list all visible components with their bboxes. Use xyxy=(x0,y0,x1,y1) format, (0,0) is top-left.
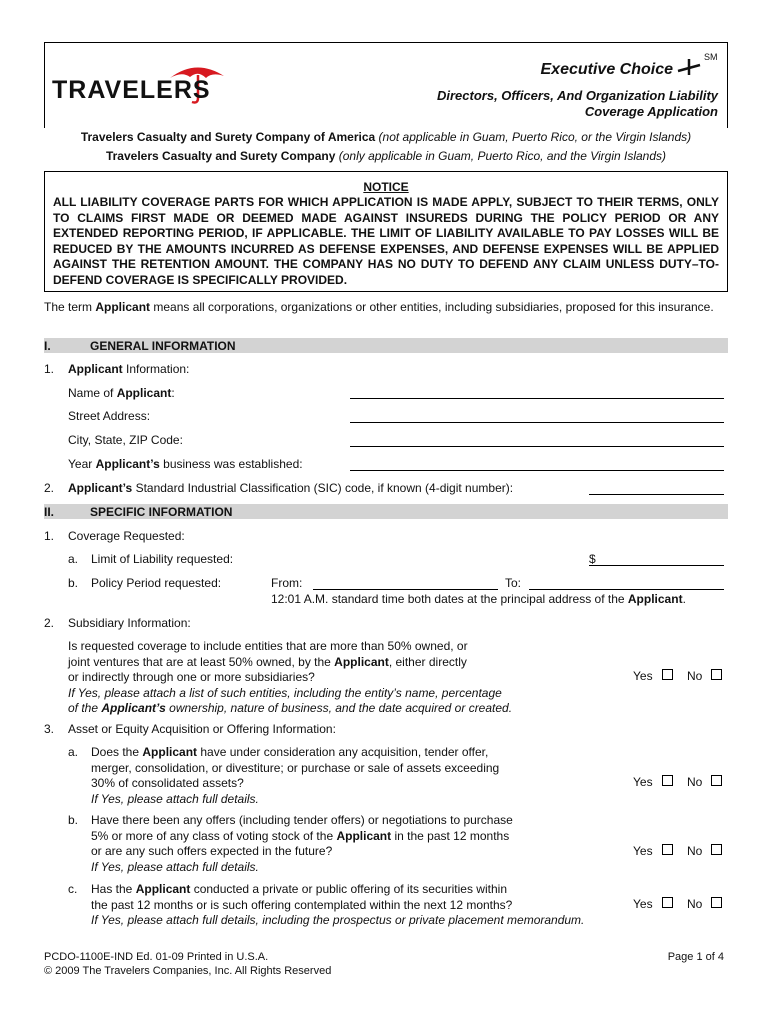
period-from-field[interactable] xyxy=(313,589,498,590)
item-letter: b. xyxy=(68,576,79,590)
copyright: © 2009 The Travelers Companies, Inc. All Rights Reserved xyxy=(44,965,332,977)
question-line xyxy=(91,745,611,761)
notice-title: NOTICE xyxy=(363,180,409,194)
label-text: conducted a private or public offering of its securities within xyxy=(190,882,507,896)
label-text: Standard Industrial Classification (SIC) code, if known (4-digit number): xyxy=(132,481,514,495)
item-letter: b. xyxy=(68,813,79,827)
year-label xyxy=(68,457,303,471)
question-number: 2. xyxy=(44,481,55,495)
question-line: or are any such offers expected in the future? xyxy=(91,844,333,858)
question-line xyxy=(91,882,631,898)
page-number: Page 1 of 4 xyxy=(667,951,724,963)
section-title: SPECIFIC INFORMATION xyxy=(90,505,233,519)
label-text: ownership, nature of business, and the date acquired or created. xyxy=(165,701,513,715)
form-id: PCDO-1100E-IND Ed. 01-09 Printed in U.S.A. xyxy=(44,951,269,963)
intro-text: The term xyxy=(44,300,96,314)
yes-label: Yes xyxy=(633,669,653,683)
intro-text: means all corporations, organizations or other entities, including subsidiaries, proposed for this insurance. xyxy=(150,300,714,314)
label-text: in the past 12 months xyxy=(391,828,510,843)
item-letter: a. xyxy=(68,745,79,759)
offers-yes-checkbox[interactable] xyxy=(662,844,673,855)
label-text: Name of xyxy=(68,386,117,400)
currency-symbol: $ xyxy=(589,552,596,566)
no-label: No xyxy=(687,897,703,911)
question-number: 1. xyxy=(44,362,55,376)
instruction-line xyxy=(68,701,588,717)
question-line xyxy=(91,829,611,845)
label-text: Information: xyxy=(122,362,190,376)
subsidiary-no-checkbox[interactable] xyxy=(711,669,722,680)
to-label: To: xyxy=(505,576,522,590)
bold-term: Applicant xyxy=(68,362,123,376)
section-title: GENERAL INFORMATION xyxy=(90,339,236,353)
item-letter: a. xyxy=(68,552,79,566)
sic-code-field[interactable] xyxy=(589,494,724,495)
instruction-line: If Yes, please attach full details, including the prospectus or private placement memorandum. xyxy=(91,913,585,927)
question-number: 1. xyxy=(44,529,55,543)
company-name: Travelers Casualty and Surety Company of America xyxy=(80,130,376,144)
offering-no-checkbox[interactable] xyxy=(711,897,722,908)
label-text: joint ventures that are at least 50% owned, by the xyxy=(68,654,335,669)
product-title: Executive Choice xyxy=(540,61,673,78)
bold-term: Applicant xyxy=(336,828,392,843)
offers-question xyxy=(91,813,611,875)
yes-label: Yes xyxy=(633,844,653,858)
subsidiary-question xyxy=(68,639,588,717)
bold-term: Applicant’s xyxy=(68,481,133,495)
company-note: (not applicable in Guam, Puerto Rico, or the Virgin Islands) xyxy=(378,130,692,144)
question-number: 3. xyxy=(44,722,55,736)
label-text: . xyxy=(682,592,686,606)
no-label: No xyxy=(687,669,703,683)
subtitle-line2: Coverage Application xyxy=(584,104,718,119)
street-label: Street Address: xyxy=(68,409,151,423)
offering-yes-checkbox[interactable] xyxy=(662,897,673,908)
sic-label xyxy=(68,481,513,495)
name-label xyxy=(68,386,175,400)
subsidiary-label: Subsidiary Information: xyxy=(68,616,191,630)
limit-of-liability-field[interactable] xyxy=(589,565,724,566)
limit-label: Limit of Liability requested: xyxy=(91,552,234,566)
section-number: I. xyxy=(44,339,51,353)
acquisition-yes-checkbox[interactable] xyxy=(662,775,673,786)
label-text: have under consideration any acquisition, tender offer, xyxy=(197,745,489,759)
label-text: Does the xyxy=(91,745,143,759)
instruction-line: If Yes, please attach full details. xyxy=(91,859,259,874)
applicant-definition xyxy=(44,299,728,315)
notice-text: ALL LIABILITY COVERAGE PARTS FOR WHICH APPLICATION IS MADE APPLY, SUBJECT TO THEIR TERMS, ONLY TO CLAIMS FIRST MADE OR DEEMED MADE AGAINST INSUREDS DURING THE POLICY PERIOD OR ANY EXTENDED REPORTING PERIOD, IF APPLICABLE. THE LIMIT OF LIABILITY AVAILABLE TO PAY LOSSES WILL BE REDUCED BY THE AMOUNTS INCURRED AS DEFENSE EXPENSES, AND DEFENSE EXPENSES WILL BE APPLIED AGAINST THE RETENTION AMOUNT. THE COMPANY HAS NO DUTY TO DEFEND ANY CLAIM UNLESS DUTY–TO-DEFEND COVERAGE IS SPECIFICALLY PROVIDED. xyxy=(53,195,719,287)
question-line: the past 12 months or is such offering contemplated within the next 12 months? xyxy=(91,897,513,912)
city-state-zip-field[interactable] xyxy=(350,446,724,447)
bold-term: Applicant xyxy=(116,386,172,400)
question-line: 30% of consolidated assets? xyxy=(91,776,244,790)
question-number: 2. xyxy=(44,616,55,630)
bold-term: Applicant xyxy=(142,745,198,759)
label-text: Has the xyxy=(91,882,136,896)
bold-term: Applicant xyxy=(334,654,389,669)
coverage-requested-label: Coverage Requested: xyxy=(68,529,185,543)
service-mark: SM xyxy=(704,52,718,62)
policy-period-label: Policy Period requested: xyxy=(91,576,222,590)
company-line-2 xyxy=(44,149,728,163)
securities-offering-question xyxy=(91,882,631,929)
no-label: No xyxy=(687,775,703,789)
travelers-logo: TRAVELERS xyxy=(52,76,211,104)
street-field[interactable] xyxy=(350,422,724,423)
period-to-field[interactable] xyxy=(529,589,724,590)
city-label: City, State, ZIP Code: xyxy=(68,433,183,447)
question-line: or indirectly through one or more subsidiaries? xyxy=(68,670,315,684)
question-line: merger, consolidation, or divestiture; or purchase or sale of assets exceeding xyxy=(91,760,500,775)
subtitle-line1: Directors, Officers, And Organization Liability xyxy=(437,88,718,103)
period-note xyxy=(271,592,686,606)
question-line: Have there been any offers (including tender offers) or negotiations to purchase xyxy=(91,813,513,827)
label-text: : xyxy=(171,386,175,400)
question-1-label xyxy=(68,362,189,376)
year-established-field[interactable] xyxy=(350,470,724,471)
acquisition-label: Asset or Equity Acquisition or Offering Information: xyxy=(68,722,336,736)
label-text: business was established: xyxy=(159,457,303,471)
item-letter: c. xyxy=(68,882,78,896)
company-line-1 xyxy=(44,130,728,144)
instruction-line: If Yes, please attach a list of such entities, including the entity’s name, percentage xyxy=(68,685,502,700)
question-line: Is requested coverage to include entities that are more than 50% owned, or xyxy=(68,639,468,653)
bold-term: Applicant xyxy=(135,882,191,896)
acquisition-question xyxy=(91,745,611,807)
bold-term: Applicant’s xyxy=(101,701,166,715)
company-note: (only applicable in Guam, Puerto Rico, and the Virgin Islands) xyxy=(338,149,667,163)
bold-term: Applicant’s xyxy=(95,457,160,471)
footer-spacer xyxy=(30,936,34,974)
subsidiary-yes-checkbox[interactable] xyxy=(662,669,673,680)
from-label: From: xyxy=(271,576,303,590)
label-text: Year xyxy=(68,457,96,471)
yes-label: Yes xyxy=(633,775,653,789)
yes-label: Yes xyxy=(633,897,653,911)
plus-mark-icon xyxy=(676,57,702,77)
label-text: 5% or more of any class of voting stock of the xyxy=(91,828,337,843)
form-subtitle xyxy=(437,88,718,120)
instruction-line: If Yes, please attach full details. xyxy=(91,791,259,806)
bold-term: Applicant xyxy=(627,592,683,606)
no-label: No xyxy=(687,844,703,858)
section-number: II. xyxy=(44,505,55,519)
label-text: 12:01 A.M. standard time both dates at the principal address of the xyxy=(271,592,628,606)
acquisition-no-checkbox[interactable] xyxy=(711,775,722,786)
label-text: of the xyxy=(68,701,102,715)
offers-no-checkbox[interactable] xyxy=(711,844,722,855)
company-name: Travelers Casualty and Surety Company xyxy=(105,149,336,163)
question-line xyxy=(68,655,588,671)
label-text: , either directly xyxy=(388,654,467,669)
name-field[interactable] xyxy=(350,398,724,399)
intro-bold: Applicant xyxy=(95,300,151,314)
